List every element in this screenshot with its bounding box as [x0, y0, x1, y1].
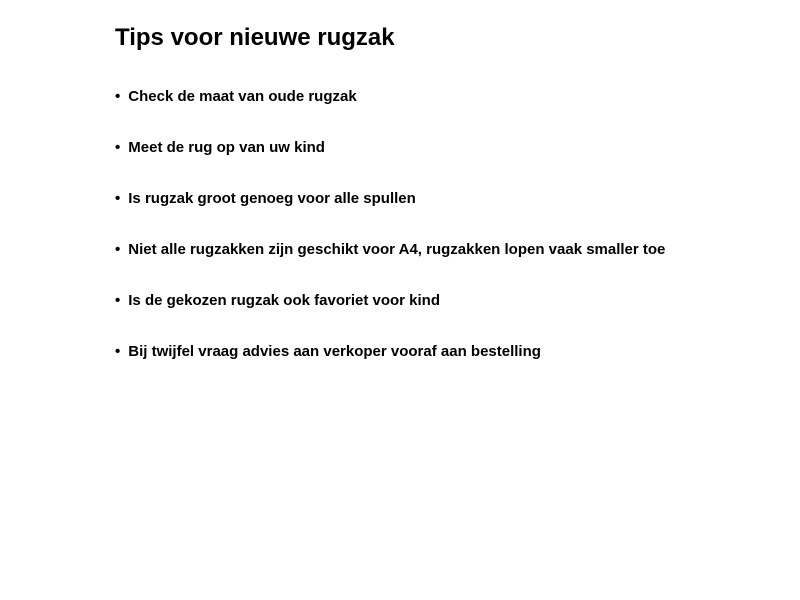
bullet-text: Is de gekozen rugzak ook favoriet voor kind: [128, 292, 441, 309]
bullet-text: Check de maat van oude rugzak: [128, 88, 357, 105]
bullet-text: Niet alle rugzakken zijn geschikt voor A4, rugzakken lopen vaak smaller toe: [128, 241, 666, 258]
bullet-item: [115, 292, 665, 310]
bullet-list: [115, 88, 665, 394]
bullet-text: Bij twijfel vraag advies aan verkoper vooraf aan bestelling: [128, 343, 541, 360]
bullet-icon: •: [115, 241, 121, 258]
bullet-item: [115, 190, 665, 208]
page-title: Tips voor nieuwe rugzak: [115, 24, 395, 51]
bullet-item: [115, 139, 665, 157]
bullet-item: [115, 88, 665, 106]
bullet-icon: •: [115, 292, 121, 309]
bullet-item: [115, 343, 665, 361]
bullet-icon: •: [115, 190, 121, 207]
bullet-item: [115, 241, 665, 259]
bullet-icon: •: [115, 88, 121, 105]
bullet-icon: •: [115, 343, 121, 360]
bullet-text: Is rugzak groot genoeg voor alle spullen: [128, 190, 416, 207]
bullet-text: Meet de rug op van uw kind: [128, 139, 325, 156]
bullet-icon: •: [115, 139, 121, 156]
